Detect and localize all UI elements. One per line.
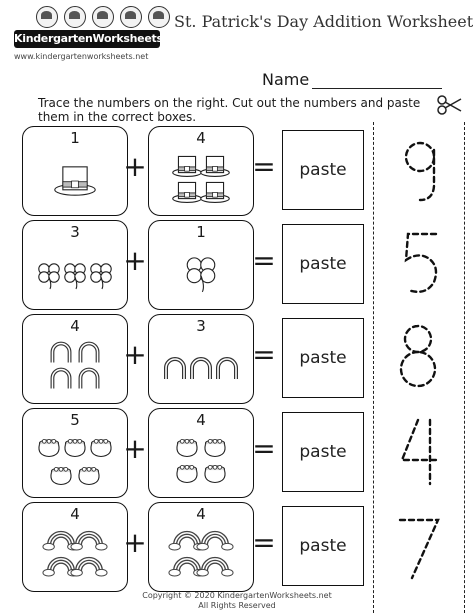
pot-of-gold-icon (91, 439, 111, 456)
copyright (0, 591, 474, 611)
top-hat-icon (201, 182, 230, 202)
picture-group (33, 147, 117, 209)
shamrock-icon (39, 264, 59, 289)
addend-number: 4 (196, 505, 206, 523)
name-label: Name (262, 70, 310, 89)
problem-row (0, 314, 474, 409)
horseshoe-icon (52, 344, 69, 363)
instructions: Trace the numbers on the right. Cut out the numbers and paste them in the correct boxes. (38, 96, 421, 124)
picture-group (33, 523, 117, 585)
rainbow-icon (197, 532, 233, 551)
horseshoe-icon (218, 359, 236, 379)
problem-row (0, 126, 474, 221)
addend-number: 4 (196, 411, 206, 429)
plus-sign: + (123, 338, 147, 371)
site-logo (14, 6, 187, 74)
paste-box[interactable]: paste (282, 506, 364, 586)
horseshoe-icon (192, 359, 210, 379)
trace-digit-9[interactable] (378, 126, 458, 210)
horseshoe-icon (52, 370, 69, 389)
picture-group (159, 147, 243, 209)
addend-number: 1 (196, 223, 206, 241)
addend-number: 5 (70, 411, 80, 429)
horseshoe-icon (80, 344, 97, 363)
plus-sign: + (123, 244, 147, 277)
paste-box[interactable]: paste (282, 412, 364, 492)
pot-of-gold-icon (79, 467, 99, 484)
equals-sign: = (252, 150, 276, 183)
horseshoe-icon (166, 359, 184, 379)
addend-box-second (148, 126, 254, 216)
picture-group (159, 523, 243, 585)
pot-of-gold-icon (65, 439, 85, 456)
site-url: www.kindergartenworksheets.net (14, 52, 149, 61)
paste-box[interactable]: paste (282, 318, 364, 398)
addend-number: 3 (196, 317, 206, 335)
pot-of-gold-icon (205, 439, 225, 456)
paste-box[interactable]: paste (282, 130, 364, 210)
shamrock-icon (187, 258, 215, 292)
name-line (312, 88, 442, 89)
addend-number: 3 (70, 223, 80, 241)
pot-of-gold-icon (51, 467, 71, 484)
pot-of-gold-icon (177, 465, 197, 482)
kids-faces-icon (36, 6, 170, 32)
equals-sign: = (252, 338, 276, 371)
addend-number: 1 (70, 129, 80, 147)
problem-row (0, 408, 474, 503)
rainbow-icon (71, 558, 107, 577)
picture-group (159, 429, 243, 491)
plus-sign: + (123, 526, 147, 559)
horseshoe-icon (80, 370, 97, 389)
addend-box-second (148, 408, 254, 498)
trace-digit-8[interactable] (378, 314, 458, 398)
trace-digit-4[interactable] (378, 408, 458, 492)
addend-box-first (22, 220, 128, 310)
logo-wordmark: KindergartenWorksheets.net (14, 30, 160, 48)
top-hat-icon (173, 182, 202, 202)
addend-box-first (22, 314, 128, 404)
shamrock-icon (65, 264, 85, 289)
addend-box-second (148, 314, 254, 404)
addend-number: 4 (70, 317, 80, 335)
picture-group (33, 335, 117, 397)
plus-sign: + (123, 432, 147, 465)
plus-sign: + (123, 150, 147, 183)
problem-row (0, 220, 474, 315)
rainbow-icon (71, 532, 107, 551)
picture-group (33, 241, 117, 303)
equals-sign: = (252, 244, 276, 277)
addend-box-first (22, 502, 128, 592)
trace-digit-5[interactable] (378, 220, 458, 304)
picture-group (159, 241, 243, 303)
picture-group (33, 429, 117, 491)
top-hat-icon (173, 156, 202, 176)
rights-line: All Rights Reserved (198, 601, 276, 610)
pot-of-gold-icon (39, 439, 59, 456)
equals-sign: = (252, 526, 276, 559)
top-hat-icon (55, 167, 96, 195)
addend-box-first (22, 126, 128, 216)
problem-row (0, 502, 474, 597)
scissors-icon (437, 94, 463, 116)
shamrock-icon (91, 264, 111, 289)
pot-of-gold-icon (177, 439, 197, 456)
worksheet-title: St. Patrick's Day Addition Worksheet (174, 12, 474, 31)
rainbow-icon (197, 558, 233, 577)
addend-box-first (22, 408, 128, 498)
copyright-line: Copyright © 2020 KindergartenWorksheets.net (142, 591, 332, 600)
pot-of-gold-icon (205, 465, 225, 482)
addend-number: 4 (196, 129, 206, 147)
addend-number: 4 (70, 505, 80, 523)
top-hat-icon (201, 156, 230, 176)
addend-box-second (148, 502, 254, 592)
paste-box[interactable]: paste (282, 224, 364, 304)
addend-box-second (148, 220, 254, 310)
equals-sign: = (252, 432, 276, 465)
trace-digit-7[interactable] (378, 502, 458, 586)
picture-group (159, 335, 243, 397)
